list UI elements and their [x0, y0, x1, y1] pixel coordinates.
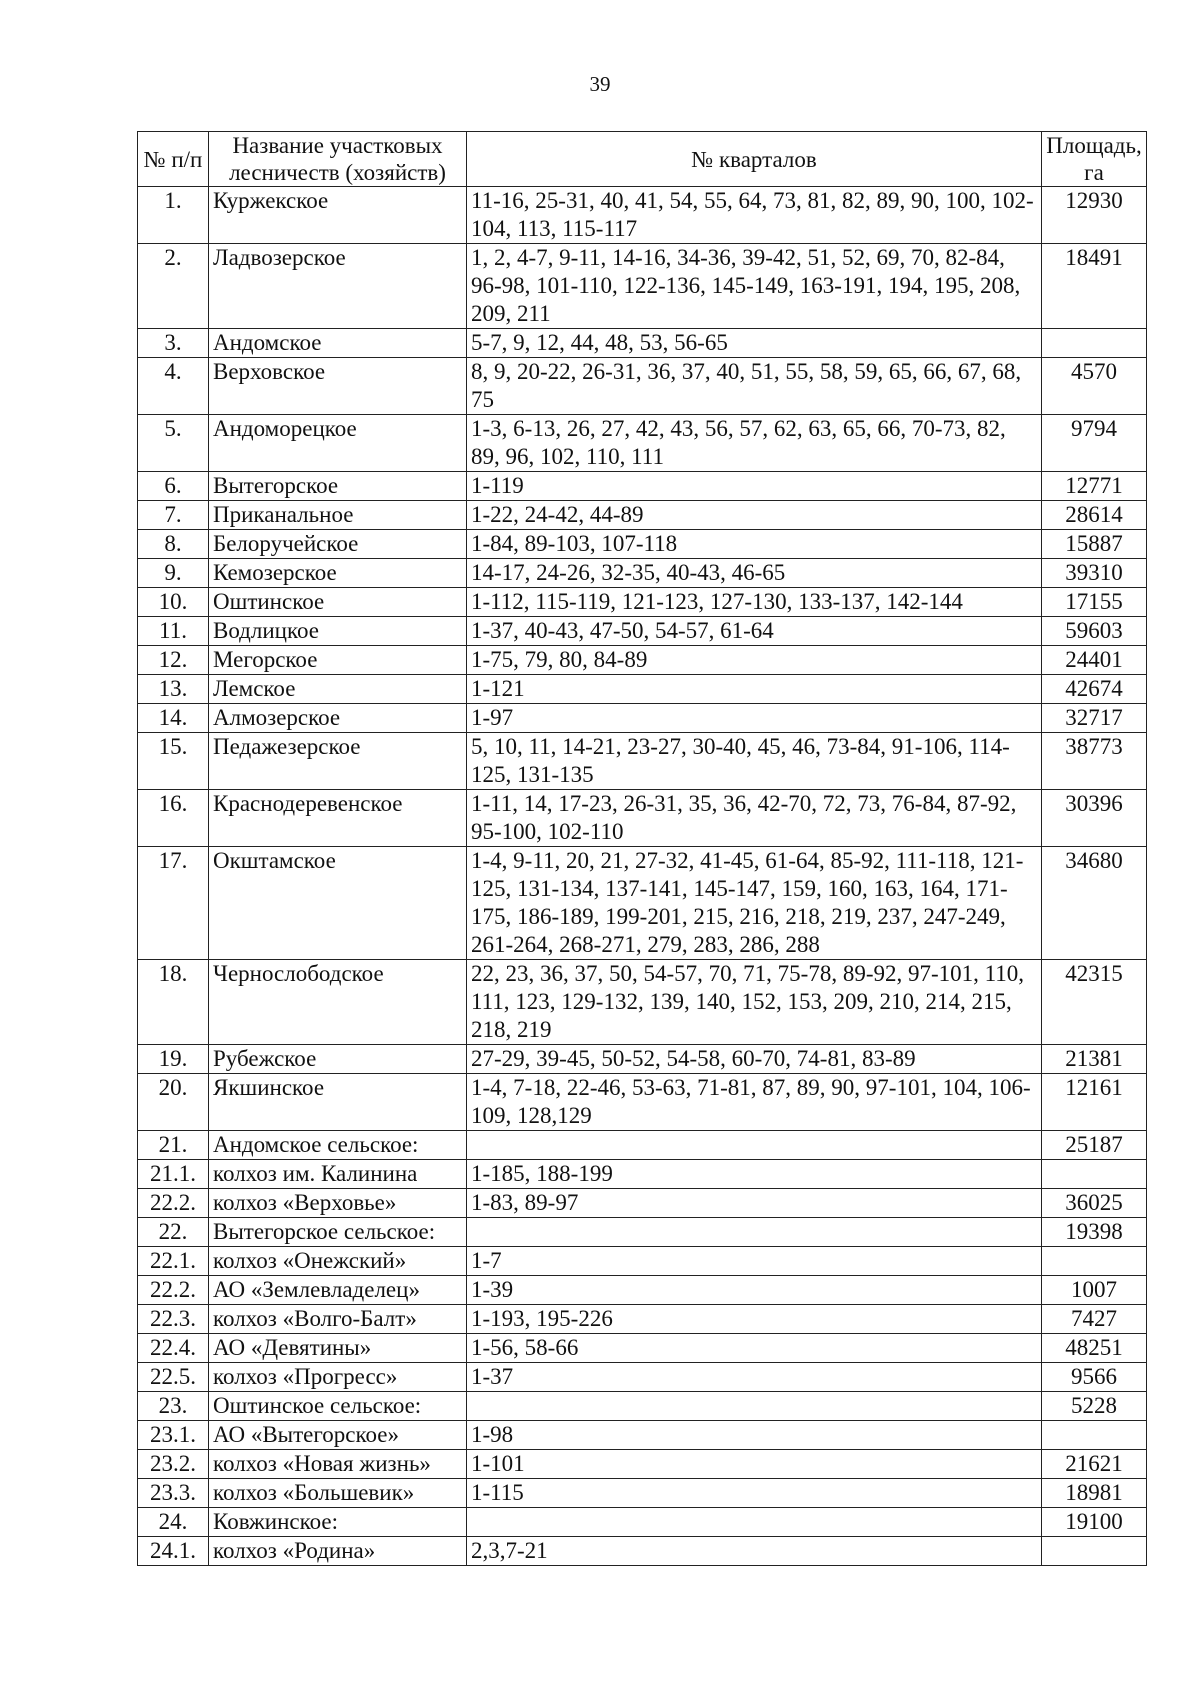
forestry-name: Краснодеревенское [209, 790, 467, 847]
quarter-numbers: 1-83, 89-97 [467, 1189, 1042, 1218]
area-ha: 36025 [1042, 1189, 1147, 1218]
row-number: 22.5. [138, 1363, 209, 1392]
area-ha: 48251 [1042, 1334, 1147, 1363]
table-row [138, 1450, 1147, 1479]
quarter-numbers: 1-37, 40-43, 47-50, 54-57, 61-64 [467, 617, 1042, 646]
table-row [138, 790, 1147, 847]
table-row [138, 187, 1147, 244]
row-number: 23.3. [138, 1479, 209, 1508]
forestry-name: Рубежское [209, 1045, 467, 1074]
quarter-numbers: 11-16, 25-31, 40, 41, 54, 55, 64, 73, 81, 82, 89, 90, 100, 102-104, 113, 115-117 [467, 187, 1042, 244]
area-ha [1042, 1421, 1147, 1450]
row-number: 5. [138, 415, 209, 472]
quarter-numbers: 1-3, 6-13, 26, 27, 42, 43, 56, 57, 62, 63, 65, 66, 70-73, 82, 89, 96, 102, 110, 111 [467, 415, 1042, 472]
forestry-name: колхоз «Прогресс» [209, 1363, 467, 1392]
row-number: 11. [138, 617, 209, 646]
forestry-name: Чернослободское [209, 960, 467, 1045]
table-row [138, 559, 1147, 588]
area-ha: 19100 [1042, 1508, 1147, 1537]
forestry-name: АО «Девятины» [209, 1334, 467, 1363]
area-ha [1042, 1537, 1147, 1566]
area-ha: 15887 [1042, 530, 1147, 559]
area-ha: 18981 [1042, 1479, 1147, 1508]
table-row [138, 472, 1147, 501]
header-area: Площадь, га [1042, 132, 1147, 187]
forestry-name: Вытегорское [209, 472, 467, 501]
area-ha: 34680 [1042, 847, 1147, 960]
table-row [138, 1160, 1147, 1189]
quarter-numbers: 22, 23, 36, 37, 50, 54-57, 70, 71, 75-78, 89-92, 97-101, 110, 111, 123, 129-132, 139, 140, 152, 153, 209, 210, 214, 215, 218, 219 [467, 960, 1042, 1045]
forestry-name: Водлицкое [209, 617, 467, 646]
quarter-numbers [467, 1218, 1042, 1247]
row-number: 8. [138, 530, 209, 559]
quarter-numbers: 8, 9, 20-22, 26-31, 36, 37, 40, 51, 55, 58, 59, 65, 66, 67, 68, 75 [467, 358, 1042, 415]
quarter-numbers: 1-39 [467, 1276, 1042, 1305]
quarter-numbers: 1-98 [467, 1421, 1042, 1450]
forestry-name: Верховское [209, 358, 467, 415]
page-number: 39 [589, 72, 611, 96]
table-row [138, 1045, 1147, 1074]
table-row [138, 1334, 1147, 1363]
quarter-numbers: 1-7 [467, 1247, 1042, 1276]
forestry-name: Оштинское [209, 588, 467, 617]
quarter-numbers: 1-84, 89-103, 107-118 [467, 530, 1042, 559]
table-row [138, 675, 1147, 704]
table-row [138, 1421, 1147, 1450]
area-ha: 28614 [1042, 501, 1147, 530]
table-row [138, 530, 1147, 559]
table-row [138, 358, 1147, 415]
area-ha: 4570 [1042, 358, 1147, 415]
row-number: 3. [138, 329, 209, 358]
forestry-name: Ковжинское: [209, 1508, 467, 1537]
forestry-name: Якшинское [209, 1074, 467, 1131]
table-row [138, 1218, 1147, 1247]
table-row [138, 847, 1147, 960]
quarter-numbers: 1-75, 79, 80, 84-89 [467, 646, 1042, 675]
quarter-numbers: 1-4, 7-18, 22-46, 53-63, 71-81, 87, 89, 90, 97-101, 104, 106-109, 128,129 [467, 1074, 1042, 1131]
area-ha: 24401 [1042, 646, 1147, 675]
forestry-name: Алмозерское [209, 704, 467, 733]
area-ha [1042, 1247, 1147, 1276]
area-ha [1042, 1160, 1147, 1189]
table-row [138, 1276, 1147, 1305]
area-ha: 5228 [1042, 1392, 1147, 1421]
quarter-numbers: 1-115 [467, 1479, 1042, 1508]
header-name: Название участковых лесничеств (хозяйств) [209, 132, 467, 187]
row-number: 24. [138, 1508, 209, 1537]
row-number: 21.1. [138, 1160, 209, 1189]
row-number: 10. [138, 588, 209, 617]
forestry-name: Приканальное [209, 501, 467, 530]
row-number: 1. [138, 187, 209, 244]
area-ha: 9566 [1042, 1363, 1147, 1392]
row-number: 16. [138, 790, 209, 847]
quarter-numbers: 1-56, 58-66 [467, 1334, 1042, 1363]
row-number: 17. [138, 847, 209, 960]
row-number: 2. [138, 244, 209, 329]
area-ha [1042, 329, 1147, 358]
table-row [138, 1074, 1147, 1131]
forestry-name: Андоморецкое [209, 415, 467, 472]
forestry-name: колхоз «Верховье» [209, 1189, 467, 1218]
area-ha: 17155 [1042, 588, 1147, 617]
table-row [138, 733, 1147, 790]
area-ha: 59603 [1042, 617, 1147, 646]
table-body [138, 187, 1147, 1566]
table-row [138, 1247, 1147, 1276]
row-number: 23.1. [138, 1421, 209, 1450]
row-number: 6. [138, 472, 209, 501]
forestry-name: Белоручейское [209, 530, 467, 559]
quarter-numbers [467, 1392, 1042, 1421]
table-row [138, 588, 1147, 617]
table-row [138, 1305, 1147, 1334]
forestry-name: Лемское [209, 675, 467, 704]
quarter-numbers [467, 1131, 1042, 1160]
forestry-name: Андомское сельское: [209, 1131, 467, 1160]
row-number: 22.4. [138, 1334, 209, 1363]
row-number: 9. [138, 559, 209, 588]
row-number: 22.2. [138, 1189, 209, 1218]
quarter-numbers: 1-22, 24-42, 44-89 [467, 501, 1042, 530]
row-number: 14. [138, 704, 209, 733]
area-ha: 7427 [1042, 1305, 1147, 1334]
forestry-name: колхоз «Большевик» [209, 1479, 467, 1508]
row-number: 22.1. [138, 1247, 209, 1276]
area-ha: 19398 [1042, 1218, 1147, 1247]
quarter-numbers: 1-37 [467, 1363, 1042, 1392]
forestry-name: Куржекское [209, 187, 467, 244]
row-number: 22.2. [138, 1276, 209, 1305]
quarter-numbers: 1-185, 188-199 [467, 1160, 1042, 1189]
forestry-name: Вытегорское сельское: [209, 1218, 467, 1247]
row-number: 13. [138, 675, 209, 704]
area-ha: 12771 [1042, 472, 1147, 501]
row-number: 12. [138, 646, 209, 675]
table-row [138, 617, 1147, 646]
table-row [138, 1479, 1147, 1508]
area-ha: 30396 [1042, 790, 1147, 847]
forestry-name: колхоз «Онежский» [209, 1247, 467, 1276]
table-row [138, 501, 1147, 530]
quarter-numbers: 1-121 [467, 675, 1042, 704]
table-row [138, 244, 1147, 329]
table-row [138, 646, 1147, 675]
header-quarters: № кварталов [467, 132, 1042, 187]
area-ha: 32717 [1042, 704, 1147, 733]
row-number: 21. [138, 1131, 209, 1160]
table-row [138, 1363, 1147, 1392]
forestry-name: Оштинское сельское: [209, 1392, 467, 1421]
forestry-name: Кемозерское [209, 559, 467, 588]
forestry-name: Мегорское [209, 646, 467, 675]
table-row [138, 1392, 1147, 1421]
quarter-numbers: 1-4, 9-11, 20, 21, 27-32, 41-45, 61-64, 85-92, 111-118, 121-125, 131-134, 137-141, 145-147, 159, 160, 163, 164, 171-175, 186-189, 199-201, 215, 216, 218, 219, 237, 247-249, 261-264, 268-271, 279, 283, 286, 288 [467, 847, 1042, 960]
row-number: 23. [138, 1392, 209, 1421]
area-ha: 12161 [1042, 1074, 1147, 1131]
table-row [138, 415, 1147, 472]
forestry-table [137, 131, 1147, 1566]
row-number: 24.1. [138, 1537, 209, 1566]
quarter-numbers [467, 1508, 1042, 1537]
quarter-numbers: 1-11, 14, 17-23, 26-31, 35, 36, 42-70, 72, 73, 76-84, 87-92, 95-100, 102-110 [467, 790, 1042, 847]
area-ha: 12930 [1042, 187, 1147, 244]
forestry-name: Окштамское [209, 847, 467, 960]
area-ha: 39310 [1042, 559, 1147, 588]
forestry-name: АО «Вытегорское» [209, 1421, 467, 1450]
forestry-name: колхоз «Волго-Балт» [209, 1305, 467, 1334]
row-number: 4. [138, 358, 209, 415]
area-ha: 1007 [1042, 1276, 1147, 1305]
row-number: 7. [138, 501, 209, 530]
row-number: 18. [138, 960, 209, 1045]
area-ha: 21621 [1042, 1450, 1147, 1479]
area-ha: 42315 [1042, 960, 1147, 1045]
row-number: 22. [138, 1218, 209, 1247]
table-row [138, 704, 1147, 733]
row-number: 15. [138, 733, 209, 790]
quarter-numbers: 1-112, 115-119, 121-123, 127-130, 133-137, 142-144 [467, 588, 1042, 617]
row-number: 19. [138, 1045, 209, 1074]
forestry-name: колхоз им. Калинина [209, 1160, 467, 1189]
header-num: № п/п [138, 132, 209, 187]
quarter-numbers: 5-7, 9, 12, 44, 48, 53, 56-65 [467, 329, 1042, 358]
table-row [138, 329, 1147, 358]
row-number: 23.2. [138, 1450, 209, 1479]
table-row [138, 1131, 1147, 1160]
quarter-numbers: 1-193, 195-226 [467, 1305, 1042, 1334]
table-row [138, 960, 1147, 1045]
quarter-numbers: 5, 10, 11, 14-21, 23-27, 30-40, 45, 46, 73-84, 91-106, 114-125, 131-135 [467, 733, 1042, 790]
table-header-row [138, 132, 1147, 187]
table-row [138, 1189, 1147, 1218]
quarter-numbers: 1-101 [467, 1450, 1042, 1479]
area-ha: 18491 [1042, 244, 1147, 329]
forestry-name: Андомское [209, 329, 467, 358]
quarter-numbers: 1-119 [467, 472, 1042, 501]
quarter-numbers: 1, 2, 4-7, 9-11, 14-16, 34-36, 39-42, 51, 52, 69, 70, 82-84, 96-98, 101-110, 122-136, 145-149, 163-191, 194, 195, 208, 209, 211 [467, 244, 1042, 329]
area-ha: 9794 [1042, 415, 1147, 472]
row-number: 22.3. [138, 1305, 209, 1334]
area-ha: 42674 [1042, 675, 1147, 704]
row-number: 20. [138, 1074, 209, 1131]
quarter-numbers: 14-17, 24-26, 32-35, 40-43, 46-65 [467, 559, 1042, 588]
forestry-name: Педажезерское [209, 733, 467, 790]
forestry-name: Ладвозерское [209, 244, 467, 329]
table-row [138, 1537, 1147, 1566]
area-ha: 38773 [1042, 733, 1147, 790]
area-ha: 21381 [1042, 1045, 1147, 1074]
forestry-name: колхоз «Новая жизнь» [209, 1450, 467, 1479]
forestry-name: колхоз «Родина» [209, 1537, 467, 1566]
forestry-name: АО «Землевладелец» [209, 1276, 467, 1305]
quarter-numbers: 27-29, 39-45, 50-52, 54-58, 60-70, 74-81, 83-89 [467, 1045, 1042, 1074]
table-row [138, 1508, 1147, 1537]
quarter-numbers: 2,3,7-21 [467, 1537, 1042, 1566]
quarter-numbers: 1-97 [467, 704, 1042, 733]
area-ha: 25187 [1042, 1131, 1147, 1160]
